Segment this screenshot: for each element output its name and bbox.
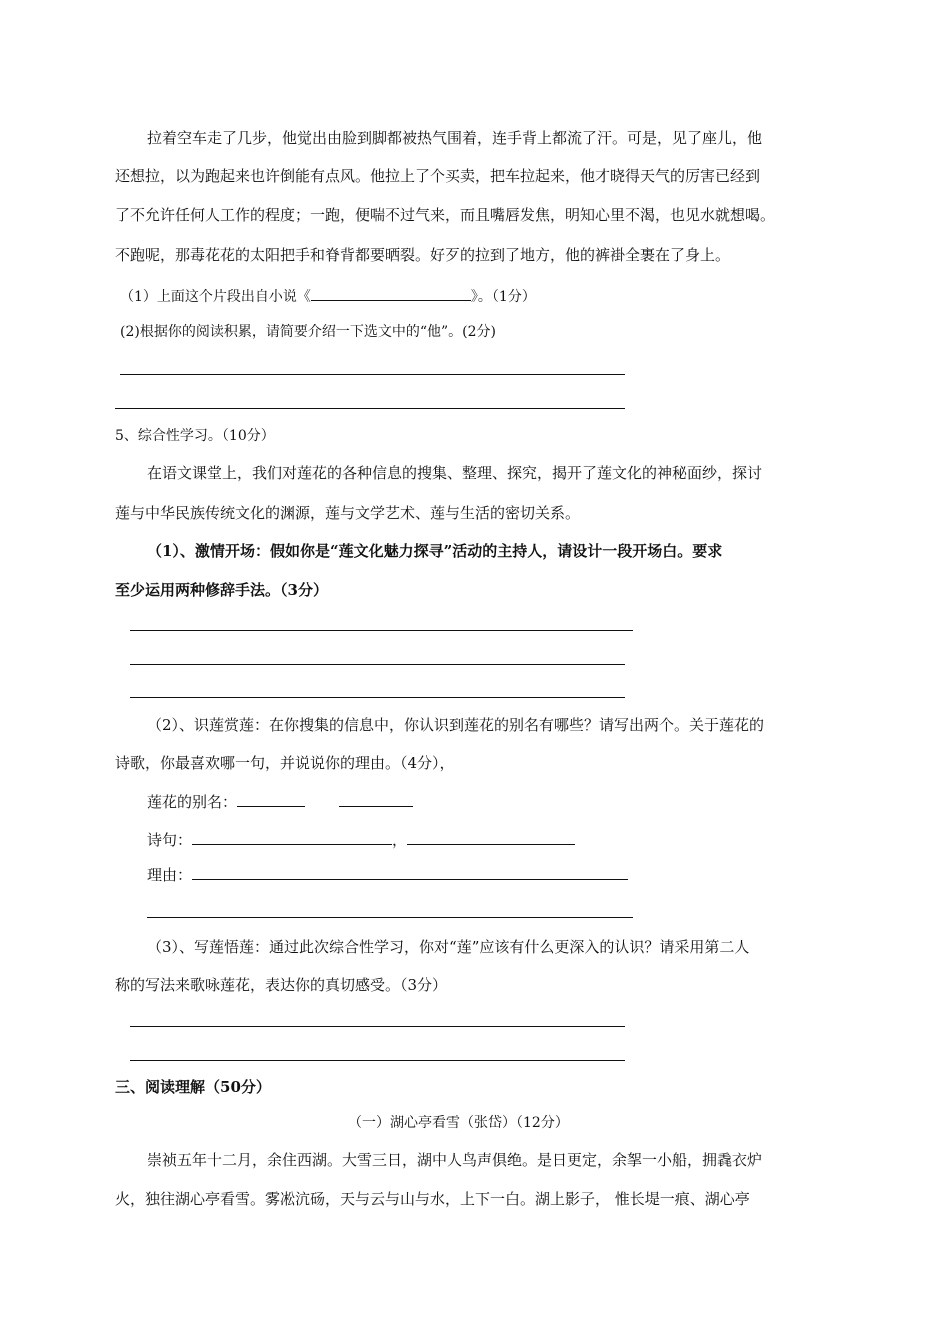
answer-line[interactable]	[130, 1026, 625, 1027]
passage-line-1: 拉着空车走了几步，他觉出由脸到脚都被热气围着，连手背上都流了汗。可是，见了座儿，他	[147, 129, 763, 147]
answer-blank[interactable]	[311, 286, 471, 301]
q5-intro-2: 莲与中华民族传统文化的渊源，莲与文学艺术、莲与生活的密切关系。	[115, 504, 581, 522]
alias-blank-2[interactable]	[339, 792, 413, 807]
q5-sub1-line-1: （1）、激情开场：假如你是“莲文化魅力探寻”活动的主持人，请设计一段开场白。要求	[147, 542, 723, 560]
answer-line[interactable]	[115, 408, 625, 409]
verse-blank-2[interactable]	[407, 830, 575, 845]
reason-blank[interactable]	[192, 865, 628, 880]
verse-row: 诗句： ，	[147, 830, 575, 850]
q5-sub3-line-1: （3）、写莲悟莲：通过此次综合性学习，你对“莲”应该有什么更深入的认识？请采用第二人	[147, 938, 750, 956]
q5-sub3-line-2: 称的写法来歌咏莲花，表达你的真切感受。（3分）	[115, 976, 448, 994]
q5-title: 5、综合性学习。（10分）	[115, 428, 275, 444]
verse-blank-1[interactable]	[192, 830, 392, 845]
passage-line-4: 不跑呢，那毒花花的太阳把手和脊背都要晒裂。好歹的拉到了地方，他的裤褂全裹在了身上。	[115, 246, 731, 264]
alias-row: 莲花的别名：	[147, 792, 413, 812]
section3-text-2: 火，独往湖心亭看雪。雾凇沆砀，天与云与山与水，上下一白。湖上影子， 惟长堤一痕、湖心亭	[115, 1190, 750, 1208]
q5-sub1-line-2: 至少运用两种修辞手法。（3分）	[115, 581, 328, 599]
answer-line[interactable]	[130, 697, 625, 698]
reason-row: 理由：	[147, 865, 628, 885]
passage-line-3: 了不允许任何人工作的程度；一跑，便喘不过气来，而且嘴唇发焦，明知心里不渴，也见水就想喝。	[115, 206, 776, 224]
answer-line[interactable]	[130, 630, 633, 631]
q5-sub2-line-1: （2）、识莲赏莲：在你搜集的信息中，你认识到莲花的别名有哪些？请写出两个。关于莲花的	[147, 716, 765, 734]
section3-subtitle: （一）湖心亭看雪（张岱）（12分）	[348, 1115, 569, 1131]
passage-line-2: 还想拉，以为跑起来也许倒能有点风。他拉上了个买卖，把车拉起来，他才晓得天气的厉害已经到	[115, 167, 761, 185]
answer-line[interactable]	[120, 374, 625, 375]
answer-line[interactable]	[130, 664, 625, 665]
q4-sub2: (2)根据你的阅读积累，请简要介绍一下选文中的“他”。(2分)	[120, 324, 496, 340]
section3-title: 三、阅读理解（50分）	[115, 1078, 271, 1096]
q5-intro-1: 在语文课堂上，我们对莲花的各种信息的搜集、整理、探究，揭开了莲文化的神秘面纱，探讨	[147, 464, 763, 482]
q4-sub1: （1）上面这个片段出自小说《 》。（1分）	[120, 286, 536, 307]
q5-sub2-line-2: 诗歌，你最喜欢哪一句，并说说你的理由。（4分），	[115, 754, 455, 772]
alias-blank-1[interactable]	[237, 792, 305, 807]
section3-text-1: 崇祯五年十二月，余住西湖。大雪三日，湖中人鸟声俱绝。是日更定，余挐一小船，拥毳衣炉	[147, 1151, 763, 1169]
answer-line[interactable]	[130, 1060, 625, 1061]
answer-line[interactable]	[147, 917, 633, 918]
